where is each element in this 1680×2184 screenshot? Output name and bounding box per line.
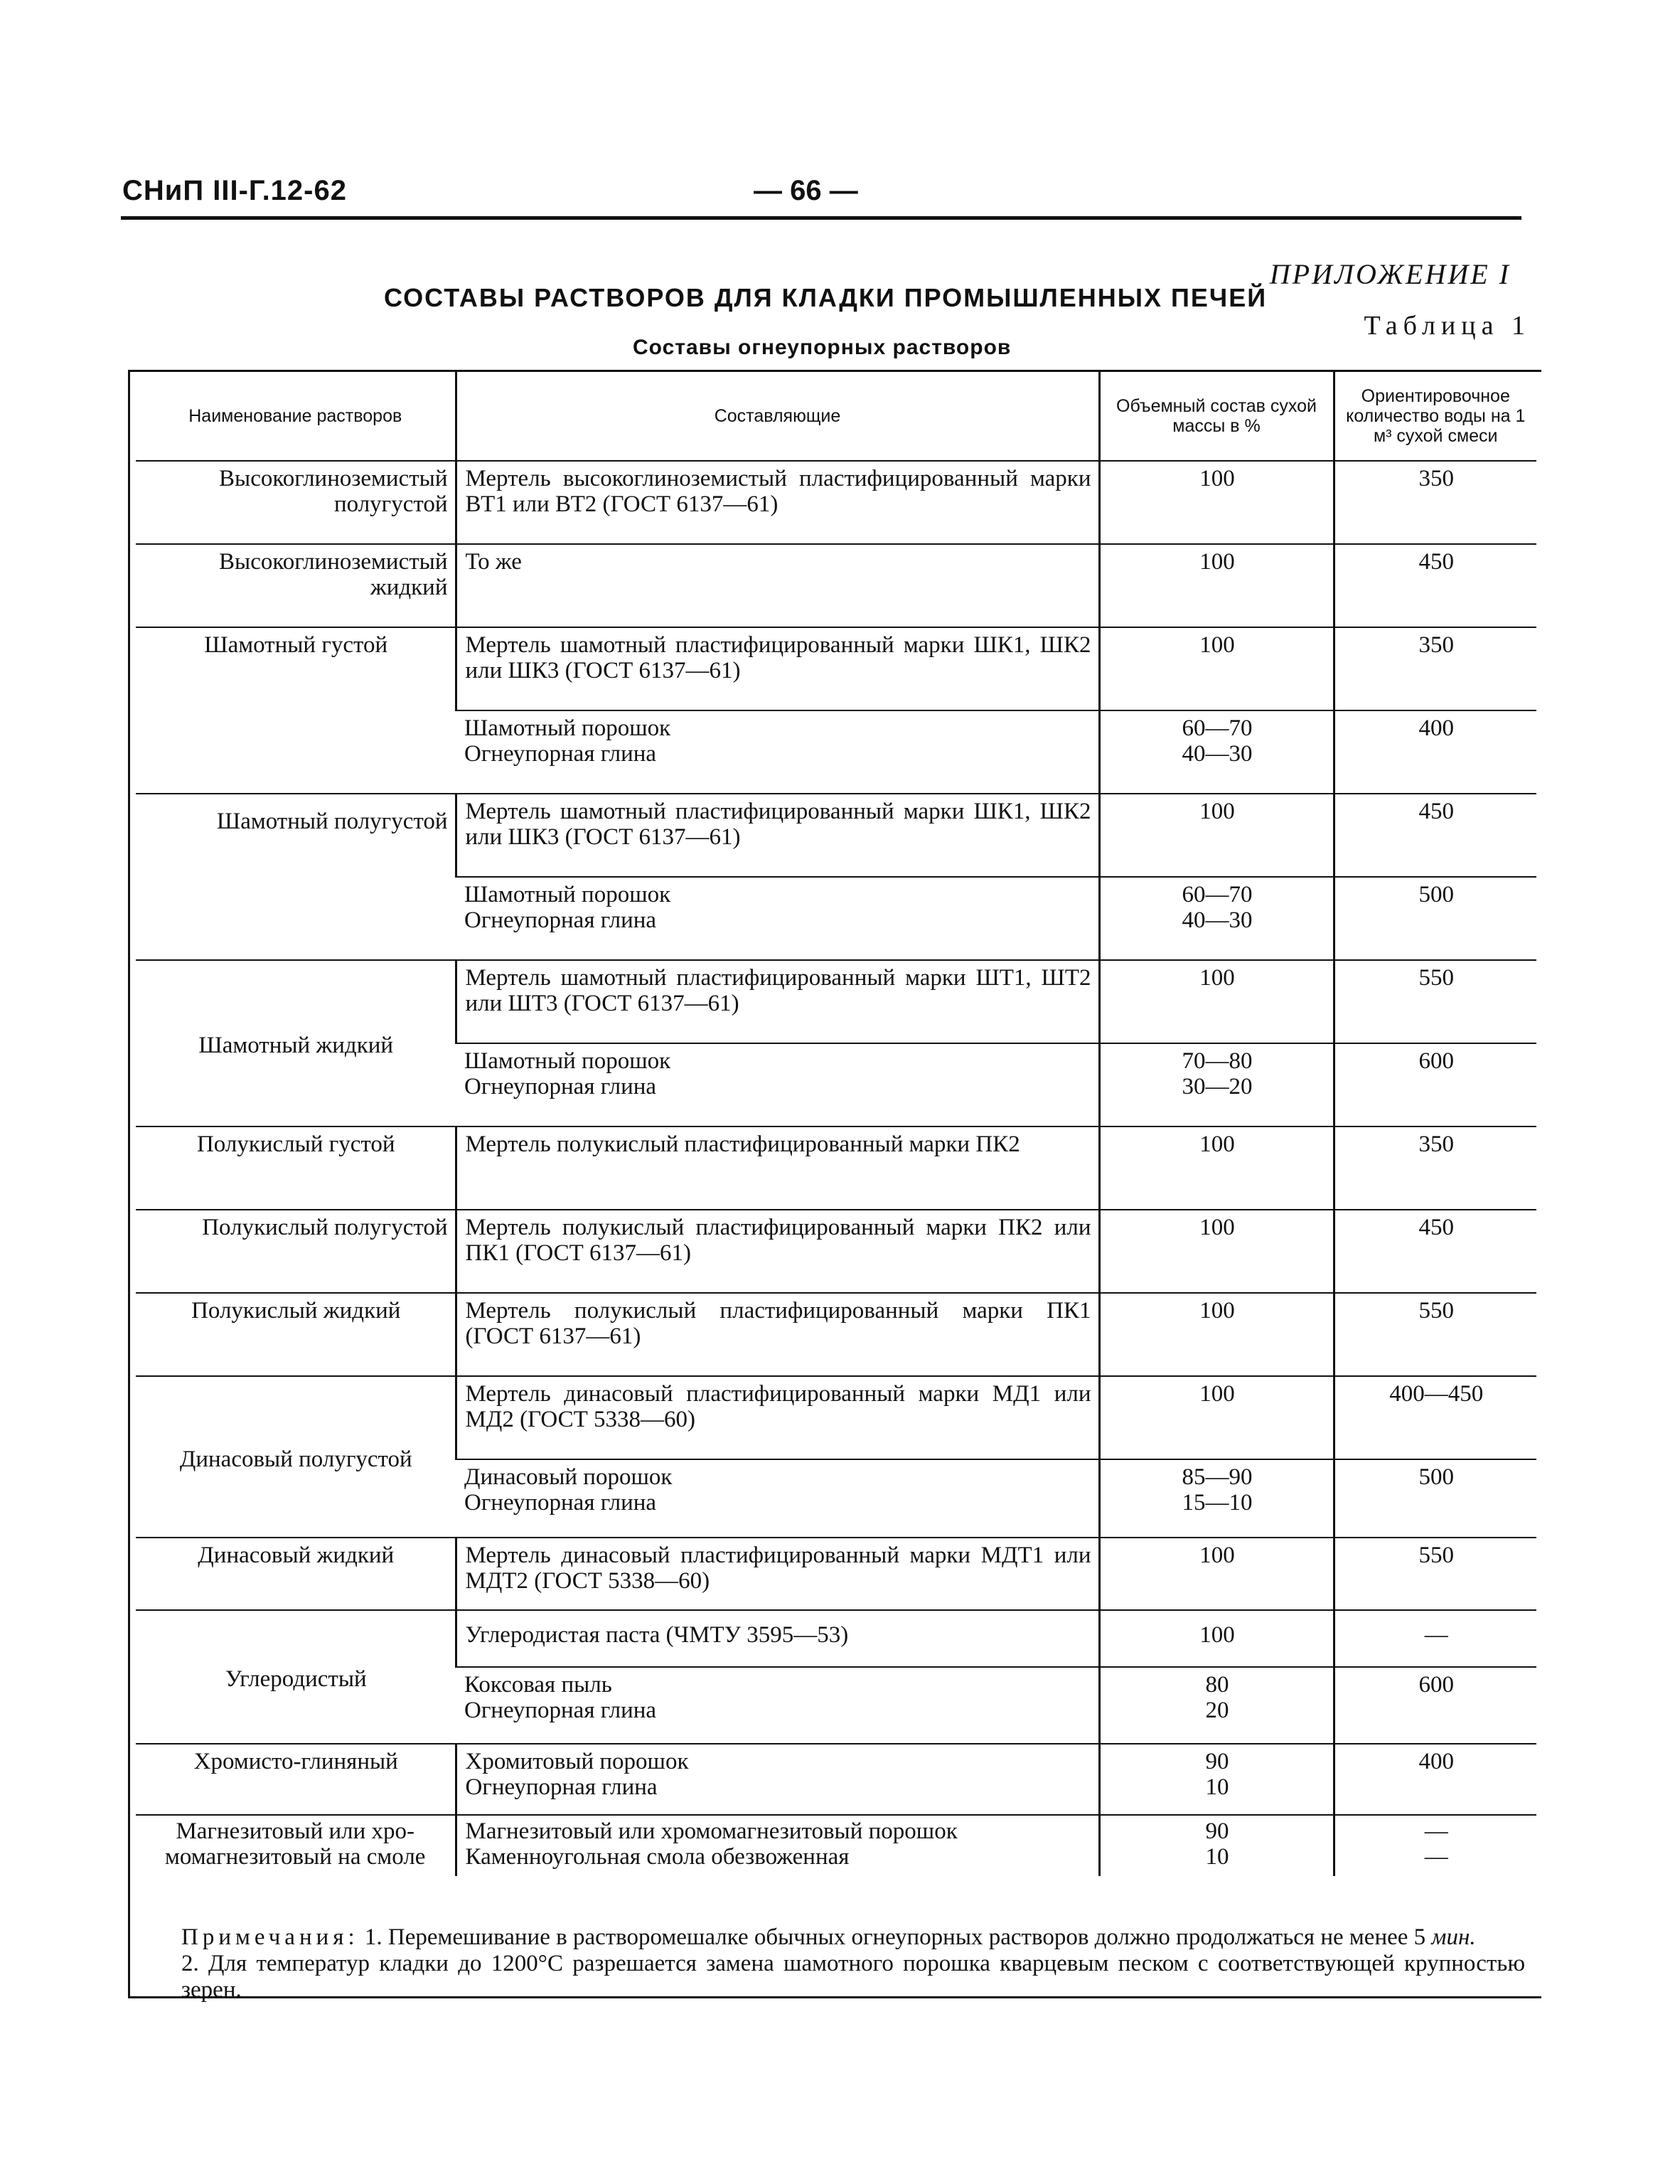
table-subtitle: Составы огнеупорных растворов bbox=[633, 336, 1012, 359]
water-amount: 400 bbox=[1334, 1744, 1536, 1815]
volume-percent: 100 bbox=[1099, 1293, 1334, 1376]
mortar-components: Мертель шамотный пластифицированный марки ШК1, ШК2 или ШК3 (ГОСТ 6137—61) bbox=[456, 627, 1099, 710]
table-row bbox=[136, 1376, 1536, 1459]
water-amount: — bbox=[1334, 1610, 1536, 1667]
water-amount: 550 bbox=[1334, 1538, 1536, 1610]
component-line: Магнезитовый или хромомагнезитовый порошок bbox=[465, 1818, 958, 1844]
water-amount: 450 bbox=[1334, 794, 1536, 877]
mortar-components bbox=[456, 1459, 1099, 1538]
water-amount: 450 bbox=[1334, 1210, 1536, 1293]
volume-percent: 100 bbox=[1099, 627, 1334, 710]
mortar-name: Высокоглиноземистый жидкий bbox=[136, 544, 456, 627]
mortar-components bbox=[456, 1043, 1099, 1126]
volume-line: 30—20 bbox=[1182, 1074, 1253, 1099]
mortar-components: Мертель динасовый пластифицированный марки МД1 или МД2 (ГОСТ 5338—60) bbox=[456, 1376, 1099, 1459]
notes-heading: Примечания: bbox=[181, 1924, 359, 1950]
volume-line: 20 bbox=[1205, 1698, 1229, 1723]
mortar-components: Мертель полукислый пластифицированный марки ПК1 (ГОСТ 6137—61) bbox=[456, 1293, 1099, 1376]
header-rule bbox=[121, 216, 1521, 220]
volume-percent bbox=[1099, 1043, 1334, 1126]
column-header-components: Составляющие bbox=[456, 372, 1099, 461]
volume-percent: 100 bbox=[1099, 1210, 1334, 1293]
component-line: Хромитовый порошок bbox=[465, 1749, 689, 1774]
volume-percent: 100 bbox=[1099, 960, 1334, 1043]
column-header-water: Ориентировочное количество воды на 1 м³ сухой смеси bbox=[1334, 372, 1536, 461]
volume-percent: 100 bbox=[1099, 1126, 1334, 1210]
appendix-label: ПРИЛОЖЕНИЕ I bbox=[1269, 258, 1511, 290]
component-line: Каменноугольная смола обезвоженная bbox=[465, 1844, 850, 1870]
mortar-components bbox=[456, 1667, 1099, 1744]
volume-percent: 100 bbox=[1099, 544, 1334, 627]
volume-percent bbox=[1099, 1744, 1334, 1815]
water-line: — bbox=[1424, 1818, 1448, 1844]
table-header-row bbox=[136, 372, 1536, 461]
mortar-components bbox=[456, 710, 1099, 794]
component-line: Огнеупорная глина bbox=[464, 741, 657, 767]
component-line: Динасовый порошок bbox=[464, 1464, 673, 1490]
table-frame bbox=[128, 370, 1541, 1998]
volume-line: 15—10 bbox=[1182, 1490, 1253, 1516]
table-row bbox=[136, 1210, 1536, 1293]
component-line: Огнеупорная глина bbox=[464, 1074, 657, 1099]
mortar-name bbox=[136, 1815, 456, 1876]
water-amount bbox=[1334, 1815, 1536, 1876]
volume-percent: 100 bbox=[1099, 1376, 1334, 1459]
table-row bbox=[136, 1744, 1536, 1815]
volume-line: 85—90 bbox=[1182, 1464, 1253, 1490]
volume-percent: 100 bbox=[1099, 1610, 1334, 1667]
name-line: момагнезитовый на смоле bbox=[165, 1844, 426, 1870]
mortar-name: Полукислый полугустой bbox=[136, 1210, 456, 1293]
table-row bbox=[136, 1293, 1536, 1376]
mortar-composition-table bbox=[136, 372, 1536, 1876]
volume-percent bbox=[1099, 1815, 1334, 1876]
water-amount: 400—450 bbox=[1334, 1376, 1536, 1459]
table-row bbox=[136, 960, 1536, 1043]
mortar-components: Углеродистая паста (ЧМТУ 3595—53) bbox=[456, 1610, 1099, 1667]
component-line: Шамотный порошок bbox=[464, 1048, 671, 1074]
component-line: Огнеупорная глина bbox=[465, 1774, 658, 1800]
column-header-name: Наименование растворов bbox=[136, 372, 456, 461]
mortar-components: То же bbox=[456, 544, 1099, 627]
column-header-volume: Объемный состав сухой массы в % bbox=[1099, 372, 1334, 461]
component-line: Огнеупорная глина bbox=[464, 1698, 657, 1723]
volume-line: 90 bbox=[1205, 1818, 1229, 1844]
volume-percent: 100 bbox=[1099, 1538, 1334, 1610]
volume-percent bbox=[1099, 1459, 1334, 1538]
water-amount: 350 bbox=[1334, 627, 1536, 710]
volume-percent bbox=[1099, 710, 1334, 794]
volume-percent bbox=[1099, 1667, 1334, 1744]
volume-percent: 100 bbox=[1099, 461, 1334, 544]
note-2-text: 2. Для температур кладки до 1200°С разрешается замена шамотного порошка кварцевым песком с соответствующей крупностью зерен. bbox=[181, 1951, 1525, 2003]
mortar-components: Мертель полукислый пластифицированный марки ПК2 или ПК1 (ГОСТ 6137—61) bbox=[456, 1210, 1099, 1293]
volume-line: 40—30 bbox=[1182, 741, 1253, 767]
volume-percent: 100 bbox=[1099, 794, 1334, 877]
water-amount: 550 bbox=[1334, 1293, 1536, 1376]
table-row bbox=[136, 1126, 1536, 1210]
volume-line: 60—70 bbox=[1182, 715, 1253, 741]
component-line: Шамотный порошок bbox=[464, 715, 671, 741]
water-amount: 500 bbox=[1334, 1459, 1536, 1538]
mortar-name: Углеродистый bbox=[136, 1610, 456, 1744]
volume-line: 60—70 bbox=[1182, 882, 1253, 907]
mortar-name: Полукислый жидкий bbox=[136, 1293, 456, 1376]
water-amount: 450 bbox=[1334, 544, 1536, 627]
mortar-components bbox=[456, 1744, 1099, 1815]
water-amount: 600 bbox=[1334, 1667, 1536, 1744]
note-1 bbox=[181, 1924, 1525, 1951]
mortar-name: Полукислый густой bbox=[136, 1126, 456, 1210]
mortar-components: Мертель высокоглиноземистый пластифицированный марки ВТ1 или ВТ2 (ГОСТ 6137—61) bbox=[456, 461, 1099, 544]
water-amount: 600 bbox=[1334, 1043, 1536, 1126]
table-row bbox=[136, 794, 1536, 877]
volume-line: 10 bbox=[1205, 1844, 1229, 1870]
page-title: СОСТАВЫ РАСТВОРОВ ДЛЯ КЛАДКИ ПРОМЫШЛЕННЫХ ПЕЧЕЙ bbox=[384, 283, 1268, 312]
table-label: Таблица 1 bbox=[1364, 311, 1531, 341]
table-row bbox=[136, 1815, 1536, 1876]
water-amount: 400 bbox=[1334, 710, 1536, 794]
component-line: Шамотный порошок bbox=[464, 882, 671, 907]
table-row bbox=[136, 1538, 1536, 1610]
name-line: Магнезитовый или хро- bbox=[176, 1818, 415, 1844]
mortar-components: Мертель полукислый пластифицированный марки ПК2 bbox=[456, 1126, 1099, 1210]
mortar-name: Хромисто-глиняный bbox=[136, 1744, 456, 1815]
water-line: — bbox=[1424, 1844, 1448, 1870]
volume-line: 70—80 bbox=[1182, 1048, 1253, 1074]
volume-percent bbox=[1099, 877, 1334, 960]
mortar-name: Динасовый полугустой bbox=[136, 1376, 456, 1538]
component-line: Огнеупорная глина bbox=[464, 907, 657, 933]
mortar-components bbox=[456, 877, 1099, 960]
water-amount: 350 bbox=[1334, 461, 1536, 544]
component-line: Огнеупорная глина bbox=[464, 1490, 657, 1516]
mortar-name: Высокоглиноземистый полугустой bbox=[136, 461, 456, 544]
mortar-components: Мертель шамотный пластифицированный марки ШК1, ШК2 или ШК3 (ГОСТ 6137—61) bbox=[456, 794, 1099, 877]
note-1-text: 1. Перемешивание в растворомешалке обычных огнеупорных растворов должно продолжаться не менее 5 bbox=[364, 1924, 1426, 1950]
volume-line: 80 bbox=[1205, 1672, 1229, 1698]
water-amount: 350 bbox=[1334, 1126, 1536, 1210]
mortar-name: Шамотный жидкий bbox=[136, 960, 456, 1126]
note-2 bbox=[181, 1951, 1525, 2003]
table-notes bbox=[181, 1924, 1525, 2003]
mortar-components bbox=[456, 1815, 1099, 1876]
water-amount: 500 bbox=[1334, 877, 1536, 960]
volume-line: 90 bbox=[1205, 1749, 1229, 1774]
volume-line: 10 bbox=[1205, 1774, 1229, 1800]
page-number: — 66 — bbox=[754, 175, 858, 206]
component-line: Коксовая пыль bbox=[464, 1672, 612, 1698]
water-amount: 550 bbox=[1334, 960, 1536, 1043]
table-row bbox=[136, 1610, 1536, 1667]
volume-line: 40—30 bbox=[1182, 907, 1253, 933]
table-row bbox=[136, 544, 1536, 627]
mortar-components: Мертель шамотный пластифицированный марки ШТ1, ШТ2 или ШТ3 (ГОСТ 6137—61) bbox=[456, 960, 1099, 1043]
mortar-name: Динасовый жидкий bbox=[136, 1538, 456, 1610]
table-row bbox=[136, 461, 1536, 544]
document-code: СНиП III-Г.12-62 bbox=[122, 175, 347, 206]
mortar-components: Мертель динасовый пластифицированный марки МДТ1 или МДТ2 (ГОСТ 5338—60) bbox=[456, 1538, 1099, 1610]
note-1-unit: мин. bbox=[1431, 1924, 1476, 1950]
mortar-name: Шамотный густой bbox=[136, 627, 456, 794]
table-row bbox=[136, 627, 1536, 710]
mortar-name: Шамотный полугустой bbox=[136, 794, 456, 960]
